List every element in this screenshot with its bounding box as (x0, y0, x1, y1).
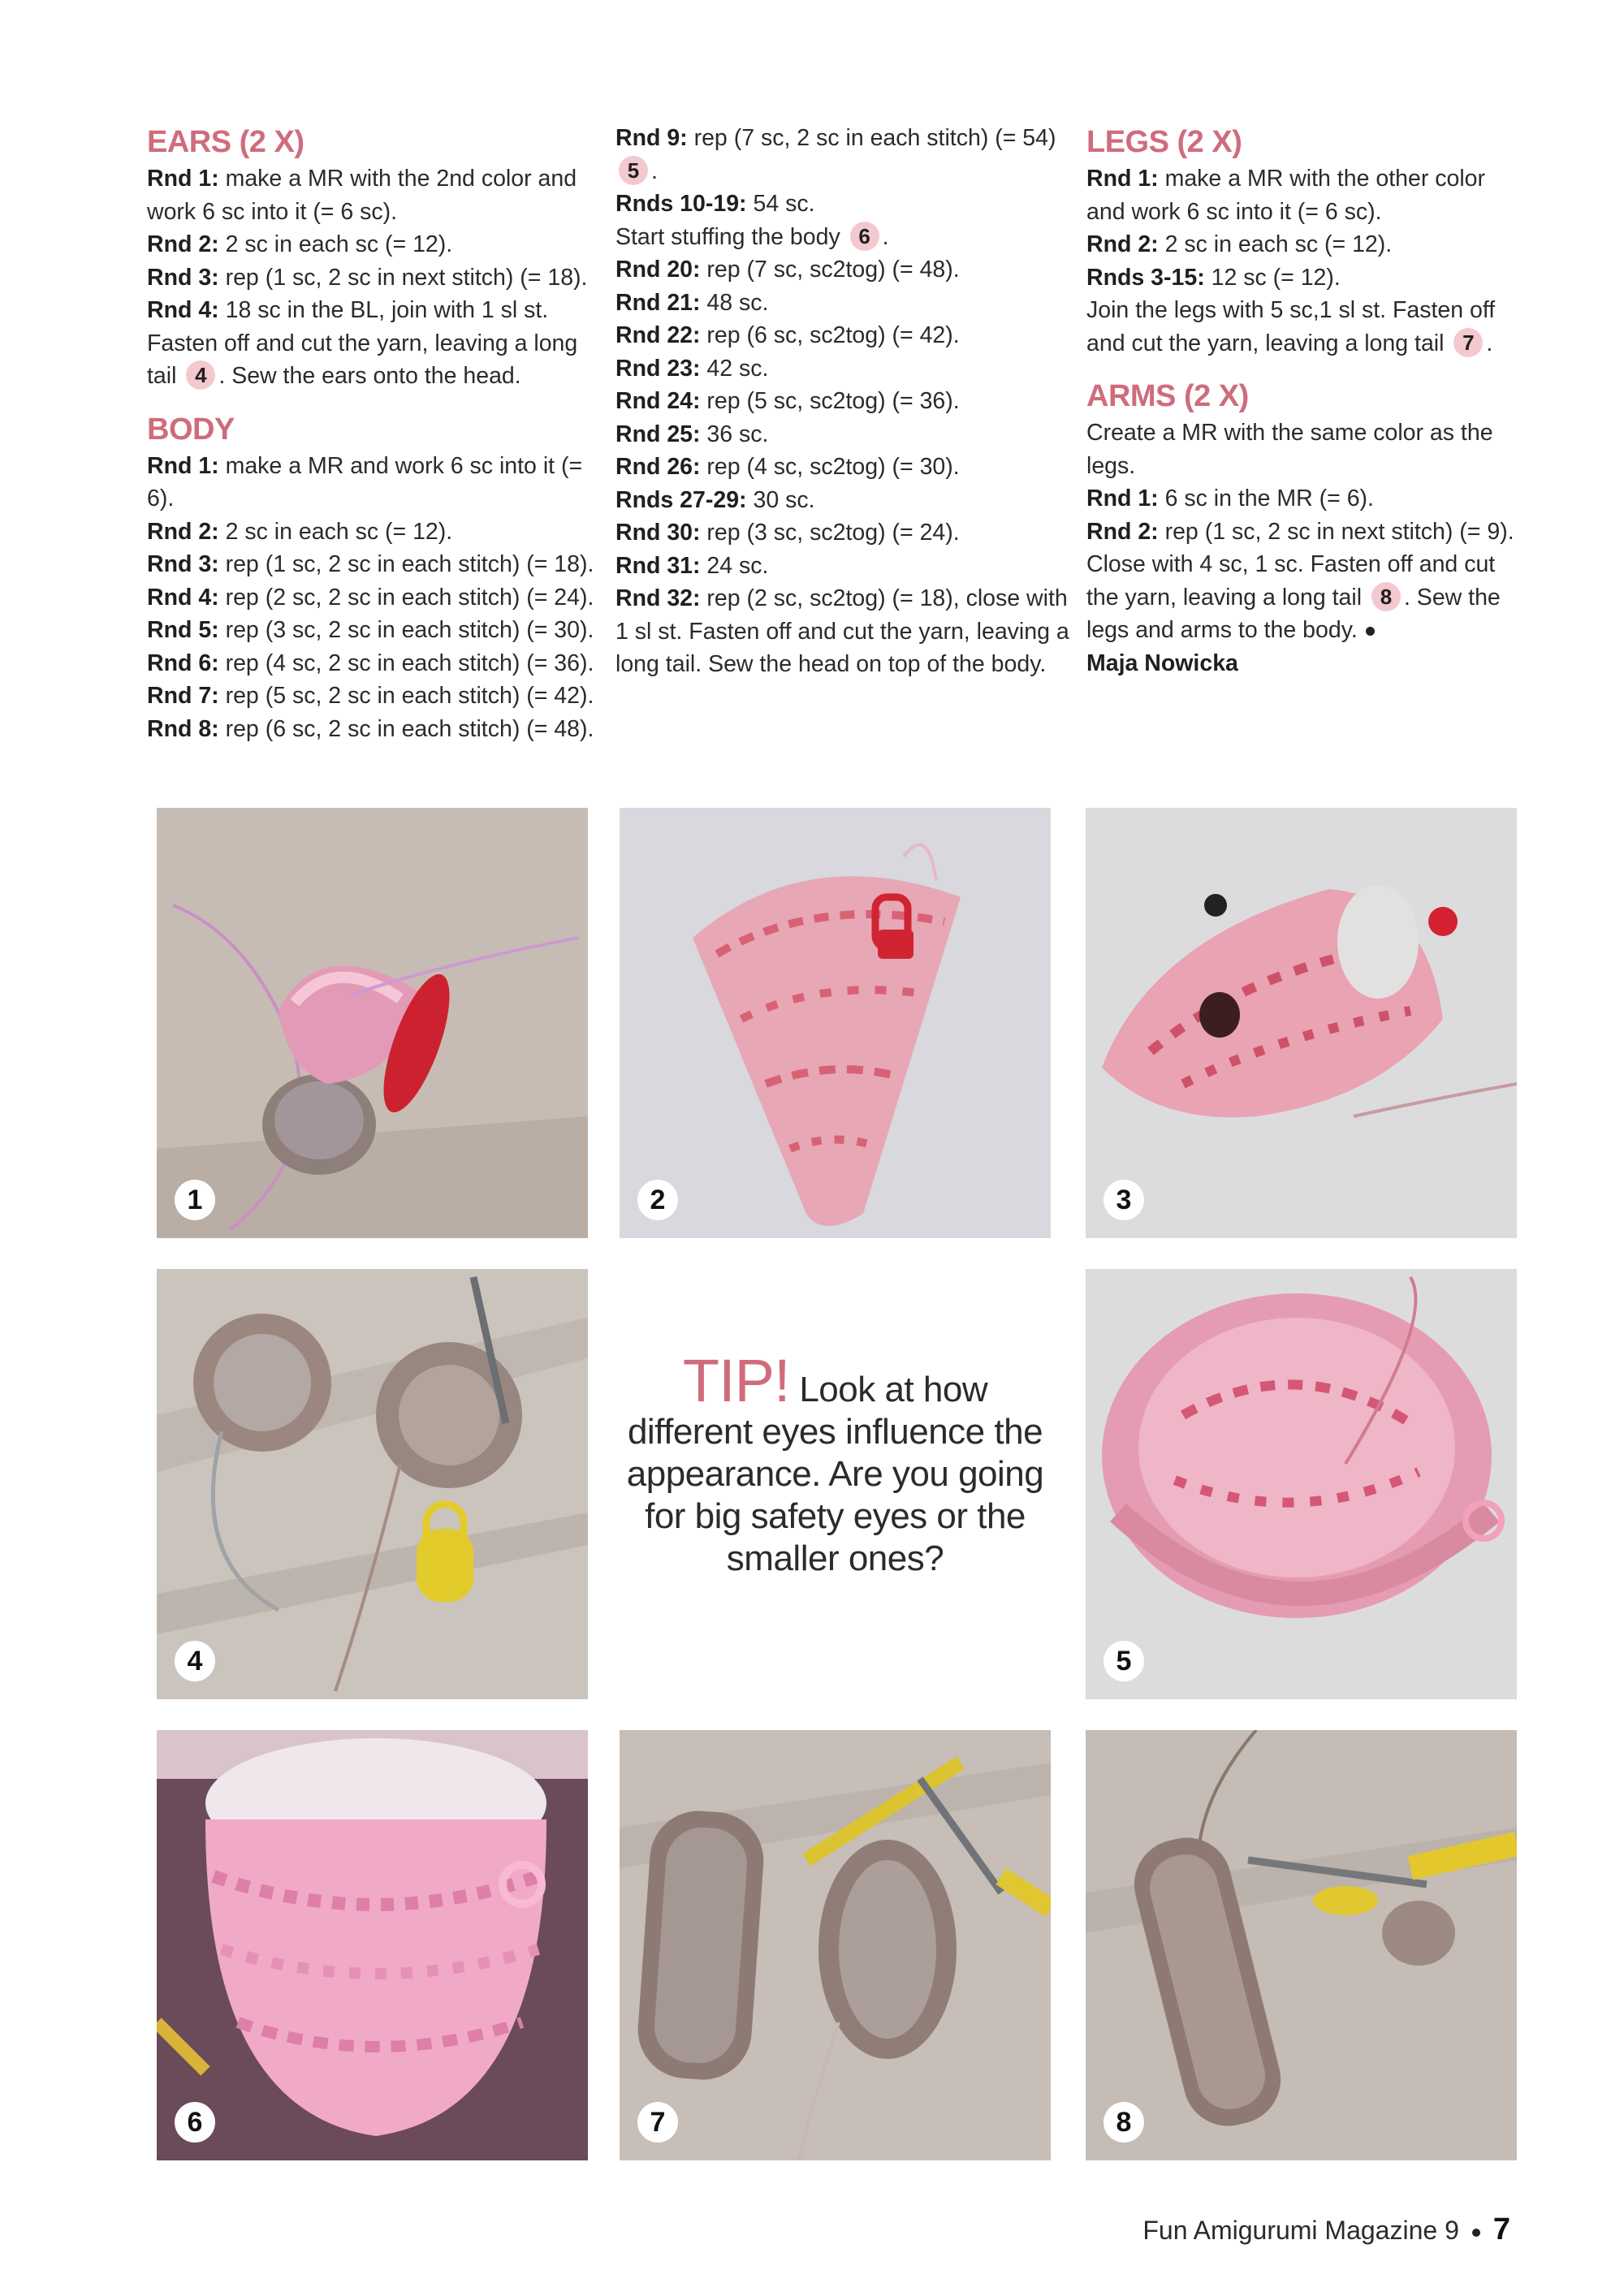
body-decrease-round-line: Rnd 25: 36 sc. (615, 421, 769, 447)
body-heading: BODY (147, 412, 235, 447)
legs-round-2: Rnd 2: 2 sc in each sc (= 12). (1086, 231, 1393, 257)
page-footer (1142, 2212, 1510, 2247)
step-badge-7: 7 (1453, 328, 1483, 357)
body-round-line: Rnd 1: make a MR and work 6 sc into it (= 6). (147, 452, 583, 511)
ears-round-2: Rnd 2: 2 sc in each sc (= 12). (147, 231, 453, 257)
arms-heading: ARMS (2 X) (1086, 379, 1249, 413)
arms-round-2: Rnd 2: rep (1 sc, 2 sc in next stitch) (= 9). (1086, 518, 1514, 545)
author-name: Maja Nowicka (1086, 650, 1238, 676)
photo-7-two-legs (620, 1730, 1051, 2160)
photo-number-badge: 5 (1104, 1641, 1144, 1681)
tip-callout (620, 1347, 1051, 1580)
step-badge-5: 5 (619, 156, 648, 185)
body-decrease-round-line: Rnd 31: 24 sc. (615, 552, 769, 579)
body-decrease-round-line: Rnd 20: rep (7 sc, sc2tog) (= 48). (615, 257, 960, 283)
body-round-line: Rnd 8: rep (6 sc, 2 sc in each stitch) (= 48). (147, 715, 594, 742)
ears-round-4: Rnd 4: 18 sc in the BL, join with 1 sl st. (147, 297, 549, 323)
tip-text: Look at how different eyes influence the appearance. Are you going for big safety eyes or the smaller ones? (626, 1370, 1044, 1578)
body-decrease-round-line: Rnds 27-29: 30 sc. (615, 486, 815, 513)
photo-number-badge: 4 (175, 1641, 215, 1681)
column-2 (615, 122, 1070, 681)
body-decrease-round-line: Rnd 26: rep (4 sc, sc2tog) (= 30). (615, 454, 960, 480)
body-round-line: Rnd 7: rep (5 sc, 2 sc in each stitch) (= 42). (147, 683, 594, 709)
ears-heading: EARS (2 X) (147, 125, 304, 159)
body-round-9: Rnd 9: rep (7 sc, 2 sc in each stitch) (= 54) 5 . (615, 125, 1056, 184)
page-number: 7 (1492, 2212, 1510, 2246)
arms-round-1: Rnd 1: 6 sc in the MR (= 6). (1086, 486, 1374, 511)
photo-8-arm-piece (1086, 1730, 1517, 2160)
body-decrease-round-line: Rnd 21: 48 sc. (615, 289, 769, 316)
photo-6-stuffed-body (157, 1730, 588, 2160)
photo-3-head-with-eye (1086, 808, 1517, 1238)
footer-bullet (1472, 2229, 1480, 2237)
legs-heading: LEGS (2 X) (1086, 125, 1242, 159)
body-stuffing-note: Start stuffing the body 6 . (615, 221, 1070, 254)
photo-number-badge: 6 (175, 2102, 215, 2143)
body-decrease-round-line: Rnd 32: rep (2 sc, sc2tog) (= 18), close with 1 sl st. Fasten off and cut the yarn, leaving a long tail. Sew the head on top of the body. (615, 585, 1069, 677)
photo-number-badge: 2 (637, 1180, 678, 1220)
body-round-line: Rnd 3: rep (1 sc, 2 sc in each stitch) (= 18). (147, 551, 594, 577)
body-rounds-10-19: Rnds 10-19: 54 sc. (615, 191, 815, 217)
body-decrease-rounds-list (615, 253, 1070, 681)
photo-number-badge: 1 (175, 1180, 215, 1220)
ears-round-1: Rnd 1: make a MR with the 2nd color and work 6 sc into it (= 6 sc). (147, 166, 577, 225)
photo-1-ear-piece (157, 808, 588, 1238)
body-decrease-round-line: Rnd 23: 42 sc. (615, 355, 769, 382)
arms-close-note: Close with 4 sc, 1 sc. Fasten off and cut the yarn, leaving a long tail 8 . Sew the legs and arms to the body. (1086, 551, 1501, 643)
legs-rounds-3-15: Rnds 3-15: 12 sc (= 12). (1086, 264, 1341, 291)
body-decrease-round-line: Rnd 24: rep (5 sc, sc2tog) (= 36). (615, 388, 960, 414)
body-round-line: Rnd 2: 2 sc in each sc (= 12). (147, 518, 453, 545)
photo-number-badge: 8 (1104, 2102, 1144, 2143)
column-3 (1086, 122, 1517, 680)
step-badge-4: 4 (186, 360, 215, 390)
photo-number-badge: 7 (637, 2102, 678, 2143)
photo-number-badge: 3 (1104, 1180, 1144, 1220)
magazine-name: Fun Amigurumi Magazine 9 (1142, 2216, 1459, 2245)
body-round-line: Rnd 6: rep (4 sc, 2 sc in each stitch) (= 36). (147, 650, 594, 676)
tip-word: TIP! (682, 1347, 790, 1414)
column-1 (147, 122, 602, 745)
step-badge-6: 6 (850, 222, 879, 251)
ears-round-3: Rnd 3: rep (1 sc, 2 sc in next stitch) (= 18). (147, 264, 588, 291)
ears-fasten-off: Fasten off and cut the yarn, leaving a long tail 4 . Sew the ears onto the head. (147, 330, 578, 389)
legs-round-1: Rnd 1: make a MR with the other color and work 6 sc into it (= 6 sc). (1086, 166, 1485, 225)
arms-intro: Create a MR with the same color as the legs. (1086, 420, 1493, 479)
end-bullet (1366, 627, 1375, 636)
step-badge-8: 8 (1371, 582, 1401, 611)
body-decrease-round-line: Rnd 30: rep (3 sc, sc2tog) (= 24). (615, 520, 960, 546)
body-round-line: Rnd 4: rep (2 sc, 2 sc in each stitch) (= 24). (147, 584, 594, 611)
body-decrease-round-line: Rnd 22: rep (6 sc, sc2tog) (= 42). (615, 322, 960, 348)
photo-2-body-cone (620, 808, 1051, 1238)
photo-5-body-bowl (1086, 1269, 1517, 1699)
legs-join-note: Join the legs with 5 sc,1 sl st. Fasten off and cut the yarn, leaving a long tail 7 . (1086, 297, 1496, 356)
body-round-line: Rnd 5: rep (3 sc, 2 sc in each stitch) (= 30). (147, 617, 594, 643)
body-rounds-list (147, 450, 602, 746)
photo-4-two-ears (157, 1269, 588, 1699)
